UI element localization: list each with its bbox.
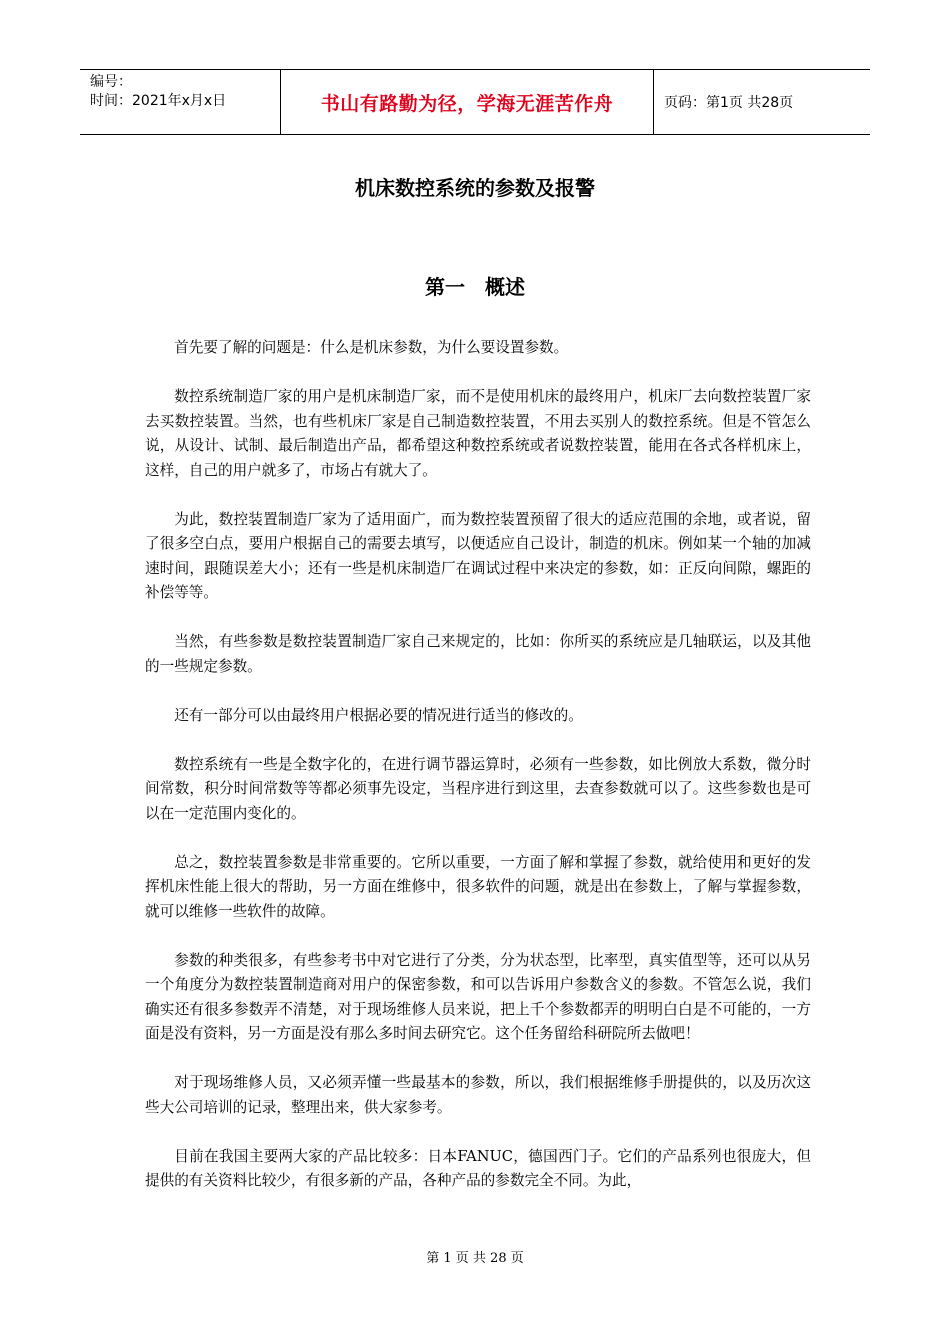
page-footer: 第 1 页 共 28 页 [426,1251,524,1266]
paragraph: 对于现场维修人员，又必须弄懂一些最基本的参数，所以，我们根据维修手册提供的，以及历次这些大公司培训的记录，整理出来，供大家参考。 [145,1074,811,1116]
paragraph: 为此，数控装置制造厂家为了适用面广，而为数控装置预留了很大的适应范围的余地，或者说，留了很多空白点，要用户根据自己的需要去填写，以便适应自己设计，制造的机床。例如某一个轴的加减速时间，跟随误差大小；还有一些是机床制造厂在调试过程中来决定的参数，如：正反向间隙，螺距的补偿等等。 [145,510,811,601]
document-title: 机床数控系统的参数及报警 [355,176,595,200]
header-info [80,70,280,134]
header-page-info: 页码：第1页 共28页 [664,95,794,111]
section-title: 第一 概述 [425,275,525,299]
document-body [145,336,811,1218]
paragraph: 总之，数控装置参数是非常重要的。它所以重要，一方面了解和掌握了参数，就给使用和更好的发挥机床性能上很大的帮助，另一方面在维修中，很多软件的问题，就是出在参数上，了解与掌握参数，就可以维修一些软件的故障。 [145,853,811,920]
paragraph: 数控系统有一些是全数字化的，在进行调节器运算时，必须有一些参数，如比例放大系数，微分时间常数，积分时间常数等等都必须事先设定，当程序进行到这里，去查参数就可以了。这些参数也是可以在一定范围内变化的。 [145,755,811,822]
paragraph: 数控系统制造厂家的用户是机床制造厂家，而不是使用机床的最终用户，机床厂去向数控装置厂家去买数控装置。当然，也有些机床厂家是自己制造数控装置，不用去买别人的数控系统。但是不管怎么说，从设计、试制、最后制造出产品，都希望这种数控系统或者说数控装置，能用在各式各样机床上，这样，自己的用户就多了，市场占有就大了。 [145,388,811,479]
paragraph: 还有一部分可以由最终用户根据必要的情况进行适当的修改的。 [174,706,583,724]
paragraph: 当然，有些参数是数控装置制造厂家自己来规定的，比如：你所买的系统应是几轴联运，以及其他的一些规定参数。 [145,633,811,675]
page-header [80,69,870,135]
paragraph: 目前在我国主要两大家的产品比较多：日本FANUC，德国西门子。它们的产品系列也很庞大，但提供的有关资料比较少，有很多新的产品，各种产品的参数完全不同。为此， [145,1147,811,1189]
paragraph: 首先要了解的问题是：什么是机床参数，为什么要设置参数。 [174,339,569,356]
paragraph: 参数的种类很多，有些参考书中对它进行了分类，分为状态型，比率型，真实值型等，还可以从另一个角度分为数控装置制造商对用户的保密参数，和可以告诉用户参数含义的参数。不管怎么说，我们确实还有很多参数弄不清楚，对于现场维修人员来说，把上千个参数都弄的明明白白是不可能的，一方面是没有资料，另一方面是没有那么多时间去研究它。这个任务留给科研院所去做吧！ [145,951,811,1042]
number-label: 编号： [90,74,132,90]
time-label: 时间：2021年x月x日 [90,93,227,109]
header-motto: 书山有路勤为径，学海无涯苦作舟 [280,70,654,134]
